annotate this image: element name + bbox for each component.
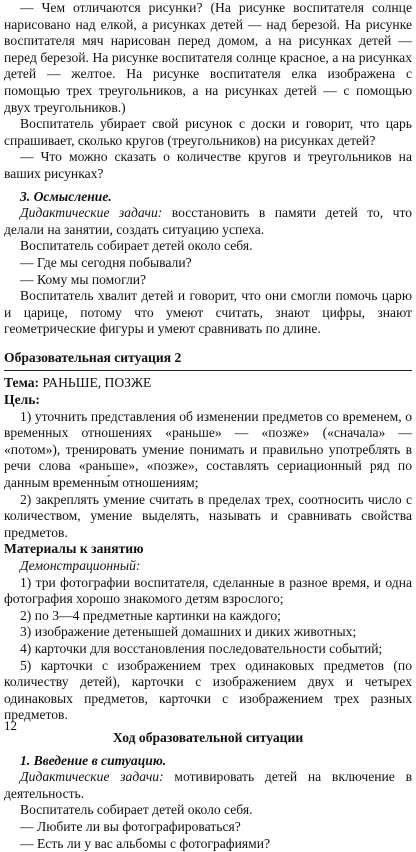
didactic-tasks-text: восстановить в памяти детей то, что делали на занятии, создать ситуацию успеха. bbox=[4, 205, 412, 237]
page-number: 12 bbox=[4, 718, 17, 735]
didactic-tasks-text-2: мотивировать детей на включение в деятельность. bbox=[4, 769, 412, 801]
paragraph-didactic-tasks-2 bbox=[4, 769, 412, 802]
paragraph-gathers-children-2: Воспитатель собирает детей около себя. bbox=[4, 802, 412, 819]
paragraph-teacher-removes-drawing: Воспитатель убирает свой рисунок с доски и говорит, что царь спрашивает, сколько кругов (треугольников) на рисунках детей? bbox=[4, 116, 412, 149]
theme-line bbox=[4, 375, 412, 392]
heading-osmyslenie: 3. Осмысление. bbox=[4, 189, 412, 206]
paragraph-question-counts: — Что можно сказать о количестве кругов и треугольников на ваших рисунках? bbox=[4, 149, 412, 182]
material-item-4: 4) карточки для восстановления последовательности событий; bbox=[4, 641, 412, 658]
course-title: Ход образовательной ситуации bbox=[4, 730, 412, 747]
goal-item-1: 1) уточнить представления об изменении предметов со временем, о временных отношениях «раньше» — «позже» («сначала» — «потом»), тренировать умение понимать и правильно употреблять в речи слова «раньше», «позже», составлять сериационный ряд по данным временны́м отношениям; bbox=[4, 409, 412, 492]
paragraph-gathers-children: Воспитатель собирает детей около себя. bbox=[4, 238, 412, 255]
paragraph-praise: Воспитатель хвалит детей и говорит, что они смогли помочь царю и царице, потому что умеют считать, знают цифры, знают геометрические фигуры и умеют сравнивать по длине. bbox=[4, 288, 412, 338]
paragraph-where-were-we: — Где мы сегодня побывали? bbox=[4, 255, 412, 272]
paragraph-like-photos: — Любите ли вы фотографироваться? bbox=[4, 819, 412, 836]
section-divider bbox=[4, 370, 412, 371]
materials-label: Материалы к занятию bbox=[4, 541, 412, 558]
theme-label: Тема: bbox=[4, 375, 39, 390]
material-item-1: 1) три фотографии воспитателя, сделанные в разное время, и одна фотография хорошо знакомого детям взрослого; bbox=[4, 575, 412, 608]
didactic-tasks-label-2: Дидактические задачи: bbox=[20, 769, 164, 784]
section-title-situation-2: Образовательная ситуация 2 bbox=[4, 350, 412, 367]
material-item-3: 3) изображение детенышей домашних и диких животных; bbox=[4, 624, 412, 641]
material-item-2: 2) по 3—4 предметные картинки на каждого; bbox=[4, 608, 412, 625]
didactic-tasks-label: Дидактические задачи: bbox=[20, 205, 162, 220]
demo-label: Демонстрационный: bbox=[4, 558, 412, 575]
goal-label: Цель: bbox=[4, 392, 412, 409]
material-item-5: 5) карточки с изображением трех одинаковых предметов (по количеству детей), карточки с изображением двух и четырех одинаковых предметов, карточки с изображением трех разных предметов. bbox=[4, 658, 412, 724]
paragraph-have-albums: — Есть ли у вас альбомы с фотографиями? bbox=[4, 836, 412, 852]
paragraph-whom-helped: — Кому мы помогли? bbox=[4, 272, 412, 289]
paragraph-didactic-tasks-1 bbox=[4, 205, 412, 238]
theme-value: РАНЬШЕ, ПОЗЖЕ bbox=[39, 375, 151, 390]
goal-item-2: 2) закреплять умение считать в пределах трех, соотносить число с количеством, умение выделять, называть и сравнивать свойства предметов. bbox=[4, 492, 412, 542]
paragraph-question-differences: — Чем отличаются рисунки? (На рисунке воспитателя солнце нарисовано над елкой, а рисунках детей — над березой. На рисунке воспитателя мяч нарисован перед домом, а на рисунках детей — перед березой. На рисунке воспитателя солнце красное, а на рисунках детей — желтое. На рисунке воспитателя елка изображена с помощью трех треугольников, а на рисунках детей — с помощью двух треугольников.) bbox=[4, 0, 412, 116]
heading-introduction: 1. Введение в ситуацию. bbox=[4, 753, 412, 770]
page-body bbox=[4, 0, 412, 852]
